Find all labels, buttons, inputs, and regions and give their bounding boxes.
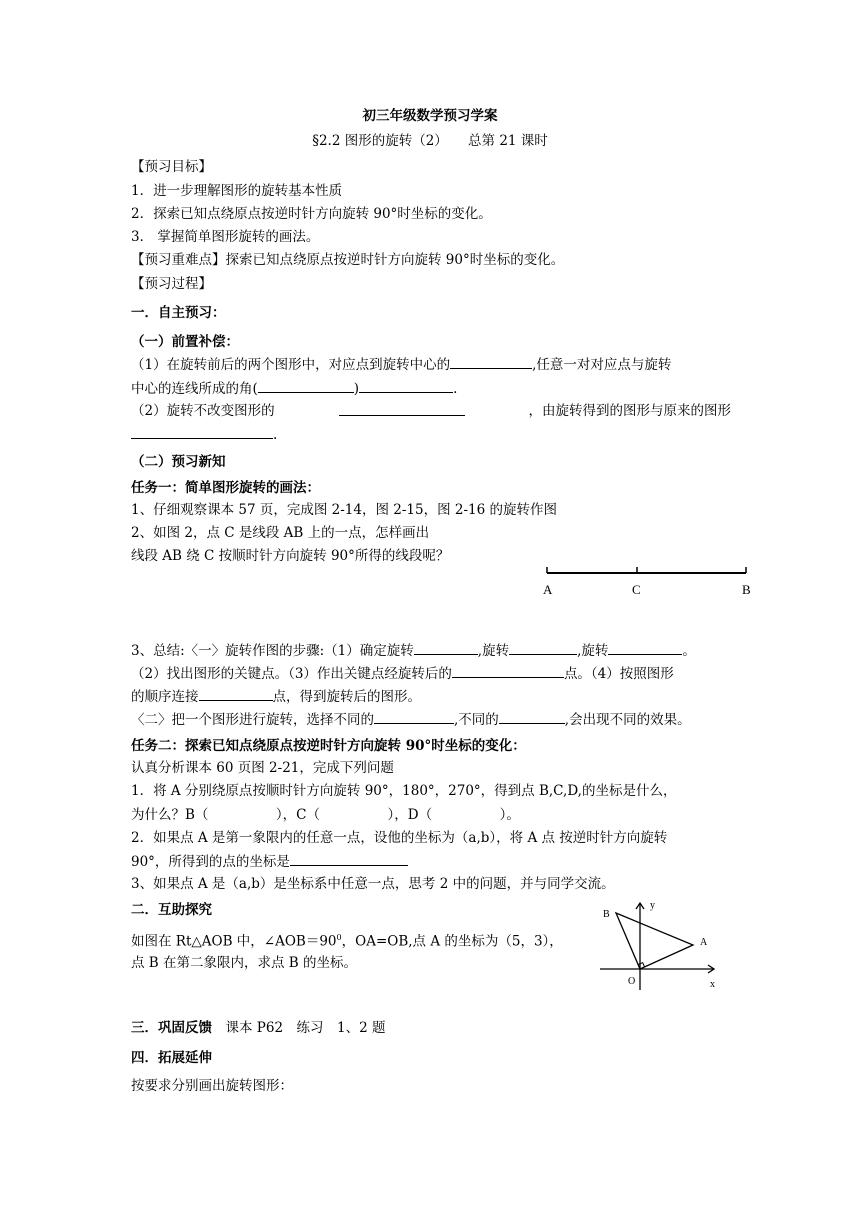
section-heading: 一．自主预习：: [131, 305, 226, 321]
question-line: .: [131, 424, 277, 445]
section-heading: 二．互助探究: [131, 902, 212, 918]
task-line: 90°，所得到的点的坐标是: [131, 851, 408, 872]
goal-item: 1．进一步理解图形的旋转基本性质: [131, 183, 343, 199]
blank[interactable]: [199, 686, 273, 701]
blank[interactable]: [258, 378, 354, 393]
label-b: B: [603, 909, 610, 920]
label-a: A: [700, 937, 708, 948]
doc-subtitle: §2.2 图形的旋转（2） 总第 21 课时: [312, 133, 548, 149]
question-line: （2）旋转不改变图形的 ，由旋转得到的图形与原来的图形: [131, 403, 731, 419]
subsection-heading: （一）前置补偿：: [131, 334, 239, 350]
segment-figure: [538, 560, 760, 602]
goals-header: 【预习目标】: [131, 159, 212, 175]
question-line: 中心的连线所成的角( ) .: [131, 378, 457, 399]
blank[interactable]: [509, 640, 577, 655]
goal-item: 3． 掌握简单图形旋转的画法。: [131, 229, 320, 245]
blank[interactable]: [359, 378, 453, 393]
section-heading: 四．拓展延伸: [131, 1050, 212, 1066]
label-o: O: [628, 976, 636, 987]
label-y: y: [650, 900, 655, 911]
key-point: 【预习重难点】探索已知点绕原点按逆时针方向旋转 90°时坐标的变化。: [131, 252, 565, 268]
summary-line: （2）找出图形的关键点。（3）作出关键点经旋转后的 点。（4）按照图形: [131, 663, 674, 684]
blank[interactable]: [608, 640, 682, 655]
blank[interactable]: [131, 424, 273, 439]
task-line: 为什么？B（ ），C（ ），D（ ）。: [131, 807, 520, 823]
label-c: C: [632, 582, 641, 597]
goal-item: 2．探索已知点绕原点按逆时针方向旋转 90°时坐标的变化。: [131, 206, 492, 222]
task-line: 1．将 A 分别绕原点按顺时针方向旋转 90°，180°，270°，得到点 B,C,D,的坐标是什么，: [131, 783, 677, 799]
task-line: 1、仔细观察课本 57 页，完成图 2-14，图 2-15，图 2-16 的旋转作图: [131, 502, 558, 518]
section-heading: 三．巩固反馈 课本 P62 练习 1、2 题: [131, 1020, 386, 1036]
summary-line: 3、总结:〈一〉旋转作图的步骤:（1）确定旋转 ,旋转 ,旋转 。: [131, 640, 696, 661]
label-a: A: [543, 582, 553, 597]
instruction-line: 按要求分别画出旋转图形：: [131, 1078, 293, 1094]
triangle-aob: [616, 913, 693, 969]
exercise-line: 点 B 在第二象限内，求点 B 的坐标。: [131, 955, 358, 971]
task-line: 3、如果点 A 是（a,b）是坐标系中任意一点，思考 2 中的问题，并与同学交流。: [131, 876, 615, 892]
blank[interactable]: [499, 709, 565, 724]
blank[interactable]: [374, 709, 454, 724]
label-x: x: [710, 979, 715, 990]
label-b: B: [742, 582, 751, 597]
question-line: （1）在旋转前后的两个图形中，对应点到旋转中心的 ,任意一对对应点与旋转: [131, 354, 671, 375]
task-line: 2、如图 2，点 C 是线段 AB 上的一点，怎样画出: [131, 525, 430, 541]
subsection-heading: （二）预习新知: [131, 454, 226, 470]
task-line: 2．如果点 A 是第一象限内的任意一点，设他的坐标为（a,b），将 A 点 按逆时针方向旋转: [131, 830, 668, 846]
blank[interactable]: [450, 354, 532, 369]
exercise-line: 如图在 Rt△AOB 中，$\angle AOB=90^0$，OA=OB,点 A 的坐标为（5，3），: [131, 933, 563, 950]
blank[interactable]: [290, 851, 408, 866]
blank[interactable]: [414, 640, 478, 655]
blank[interactable]: [452, 663, 564, 678]
doc-title: 初三年级数学预习学案: [362, 108, 498, 124]
summary-line: 〈二〉把一个图形进行旋转，选择不同的 ,不同的 ,会出现不同的效果。: [131, 709, 691, 730]
task-heading: 任务一：简单图形旋转的画法：: [131, 480, 320, 496]
task-line: 认真分析课本 60 页图 2-21，完成下列问题: [131, 760, 394, 776]
summary-line: 的顺序连接 点，得到旋转后的图形。: [131, 686, 421, 707]
blank[interactable]: [339, 401, 465, 416]
task-heading: 任务二：探索已知点绕原点按逆时针方向旋转 90°时坐标的变化：: [131, 738, 526, 754]
task-line: 线段 AB 绕 C 按顺时针方向旋转 90°所得的线段呢？: [131, 548, 450, 564]
process-header: 【预习过程】: [131, 276, 212, 292]
coordinate-figure: [596, 894, 724, 994]
